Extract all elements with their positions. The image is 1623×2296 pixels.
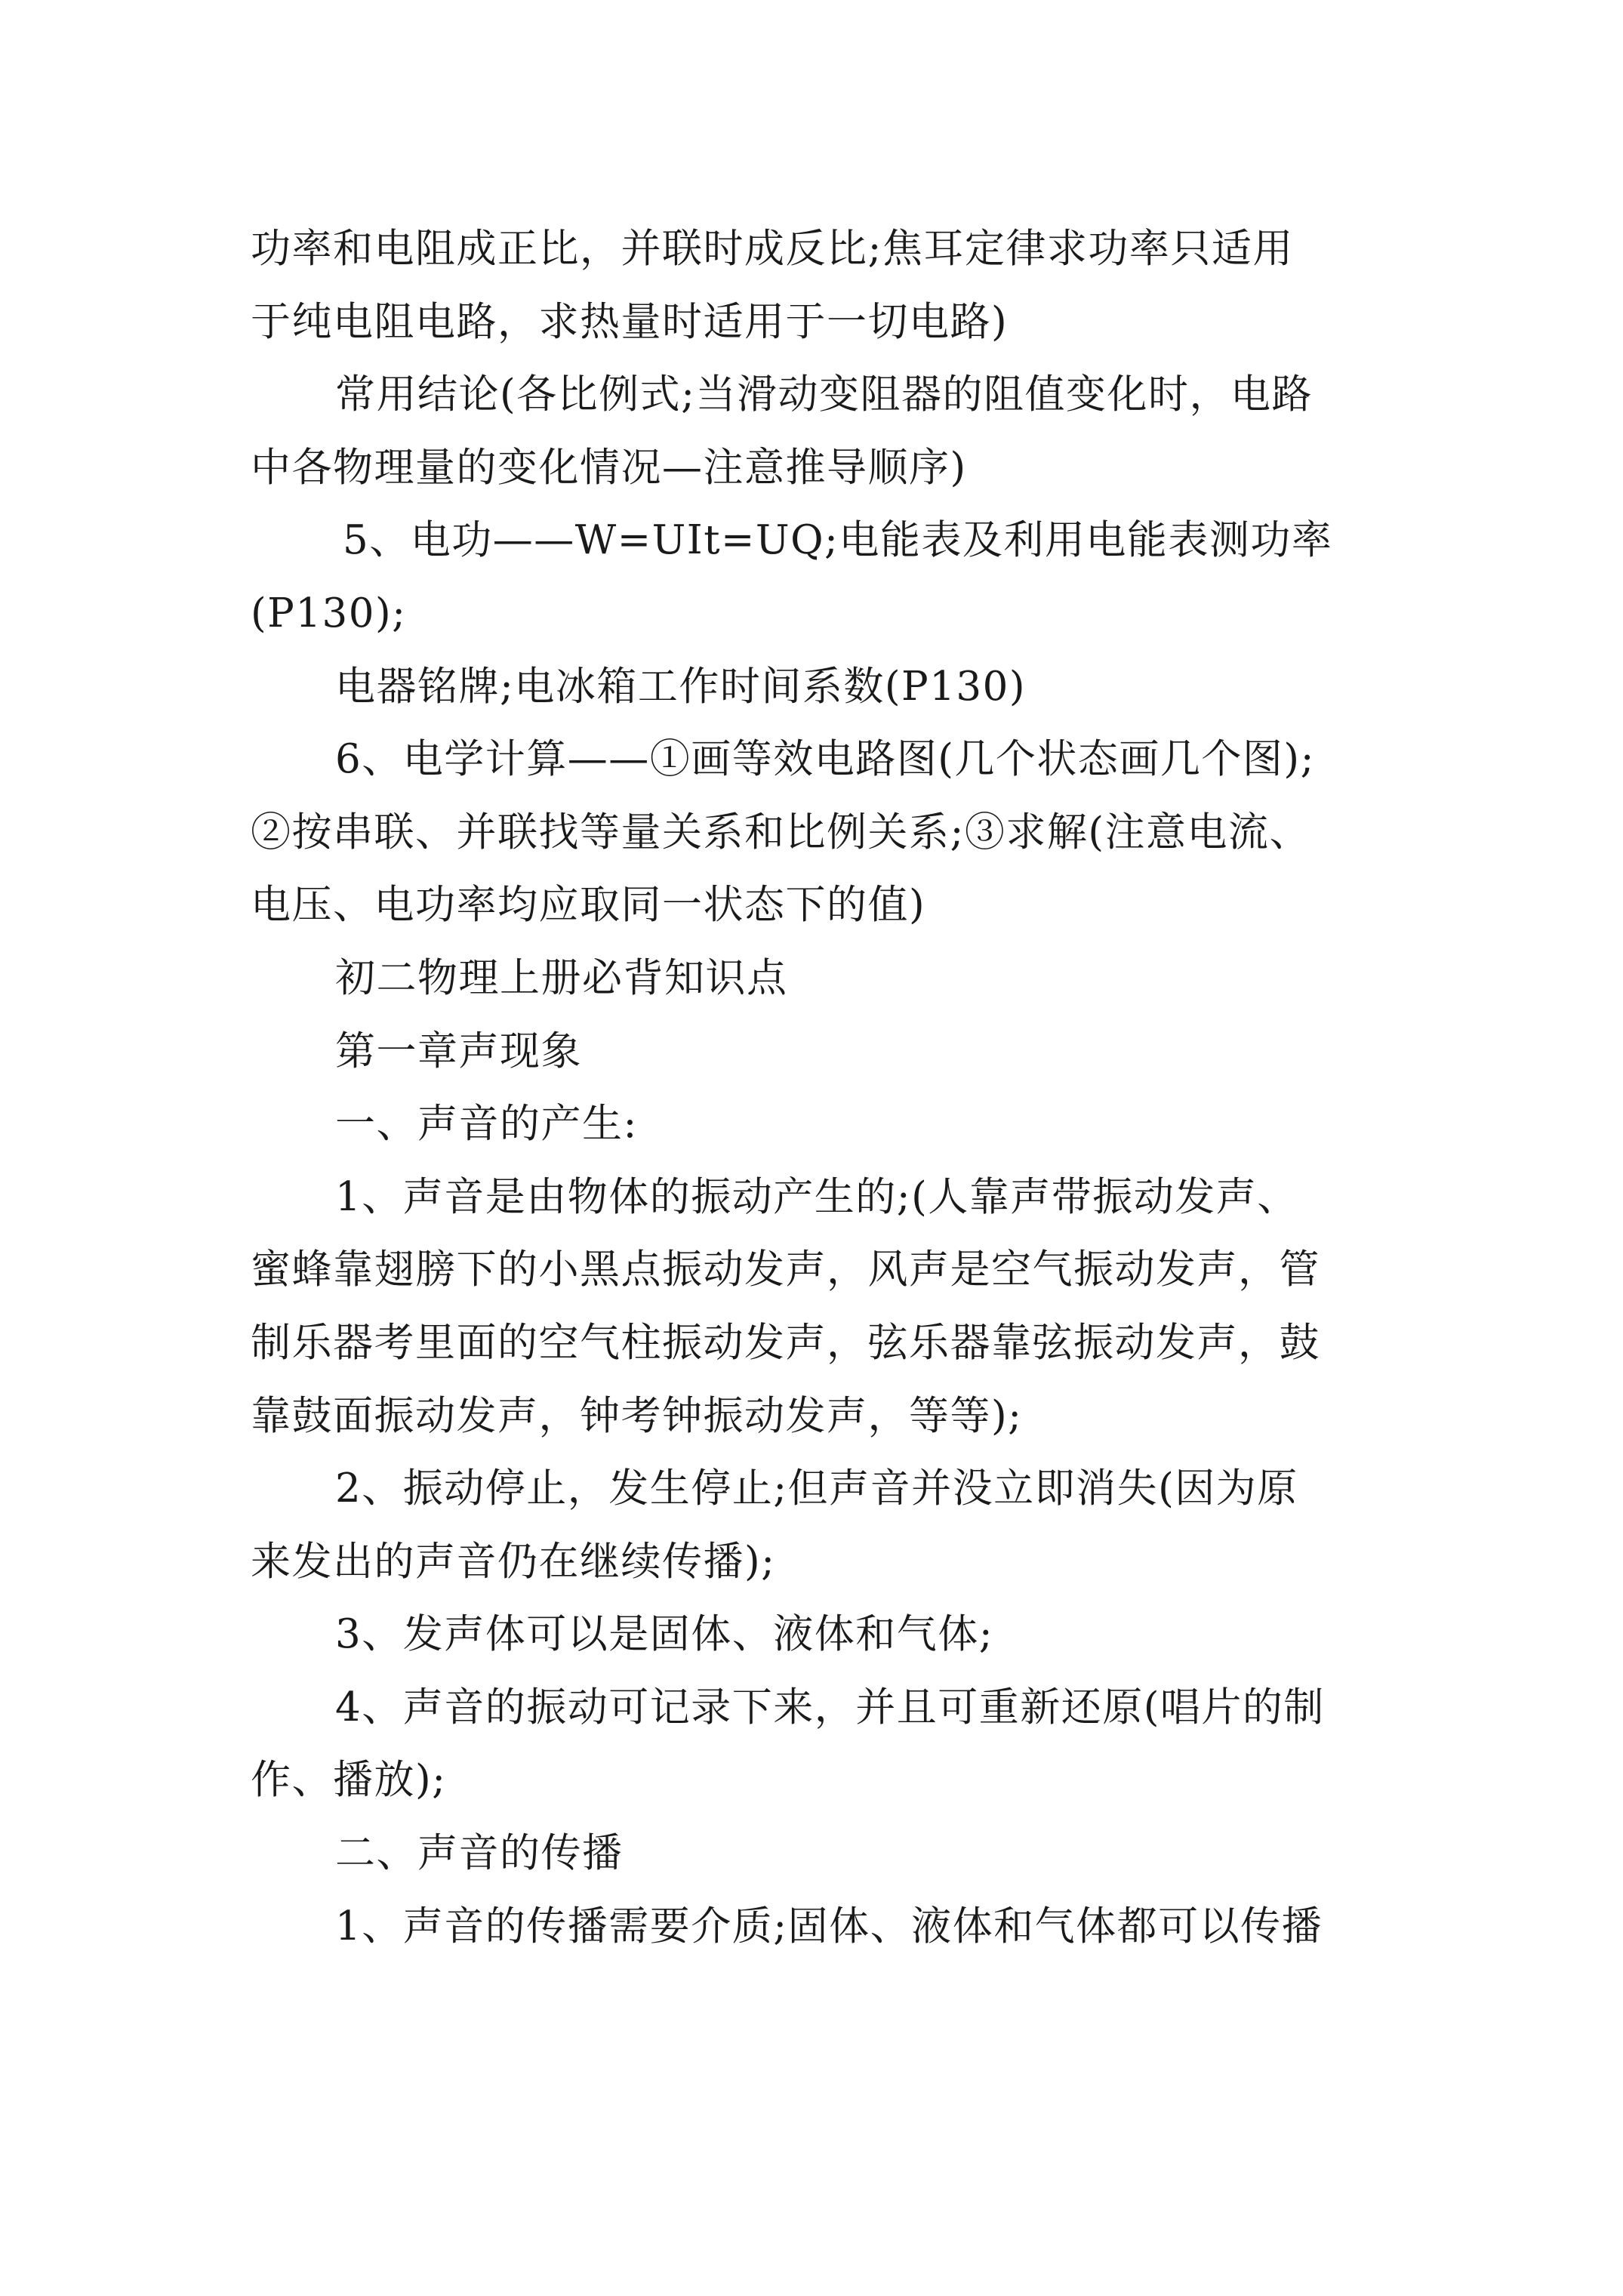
section-heading: 二、声音的传播 [335, 1830, 624, 1877]
text-line: 1、声音是由物体的振动产生的;(人靠声带振动发声、 [335, 1173, 1298, 1220]
text-line: 来发出的声音仍在继续传播); [251, 1538, 776, 1585]
text-line: 蜜蜂靠翅膀下的小黑点振动发声，风声是空气振动发声，管 [251, 1247, 1320, 1293]
text-line: 4、声音的振动可记录下来，并且可重新还原(唱片的制 [335, 1684, 1325, 1730]
text-line: 电压、电功率均应取同一状态下的值) [251, 882, 926, 929]
text-line: 5、电功——W=UIt=UQ;电能表及利用电能表测功率 [343, 517, 1333, 564]
section-heading: 一、声音的产生: [335, 1101, 638, 1148]
chapter-heading: 第一章声现象 [335, 1028, 582, 1074]
text-line: 常用结论(各比例式;当滑动变阻器的阻值变化时，电路 [335, 371, 1313, 418]
text-line: 2、振动停止，发生停止;但声音并没立即消失(因为原 [335, 1465, 1298, 1512]
text-line: 靠鼓面振动发声，钟考钟振动发声，等等); [251, 1392, 1023, 1439]
text-line: 3、发声体可以是固体、液体和气体; [335, 1611, 994, 1658]
section-heading: 初二物理上册必背知识点 [335, 954, 788, 1001]
document-body [251, 213, 1398, 1963]
text-line: 中各物理量的变化情况—注意推导顺序) [251, 444, 967, 491]
text-line: 作、播放); [251, 1757, 447, 1804]
text-line: 制乐器考里面的空气柱振动发声，弦乐器靠弦振动发声，鼓 [251, 1319, 1320, 1366]
text-line: (P130); [251, 590, 407, 636]
text-line: 电器铭牌;电冰箱工作时间系数(P130) [335, 663, 1027, 710]
text-line: 功率和电阻成正比，并联时成反比;焦耳定律求功率只适用 [251, 226, 1294, 272]
text-line: 于纯电阻电路，求热量时适用于一切电路) [251, 298, 1009, 345]
text-line: 6、电学计算——①画等效电路图(几个状态画几个图); [335, 736, 1315, 783]
text-line: ②按串联、并联找等量关系和比例关系;③求解(注意电流、 [251, 809, 1311, 855]
text-line: 1、声音的传播需要介质;固体、液体和气体都可以传播 [335, 1903, 1323, 1949]
